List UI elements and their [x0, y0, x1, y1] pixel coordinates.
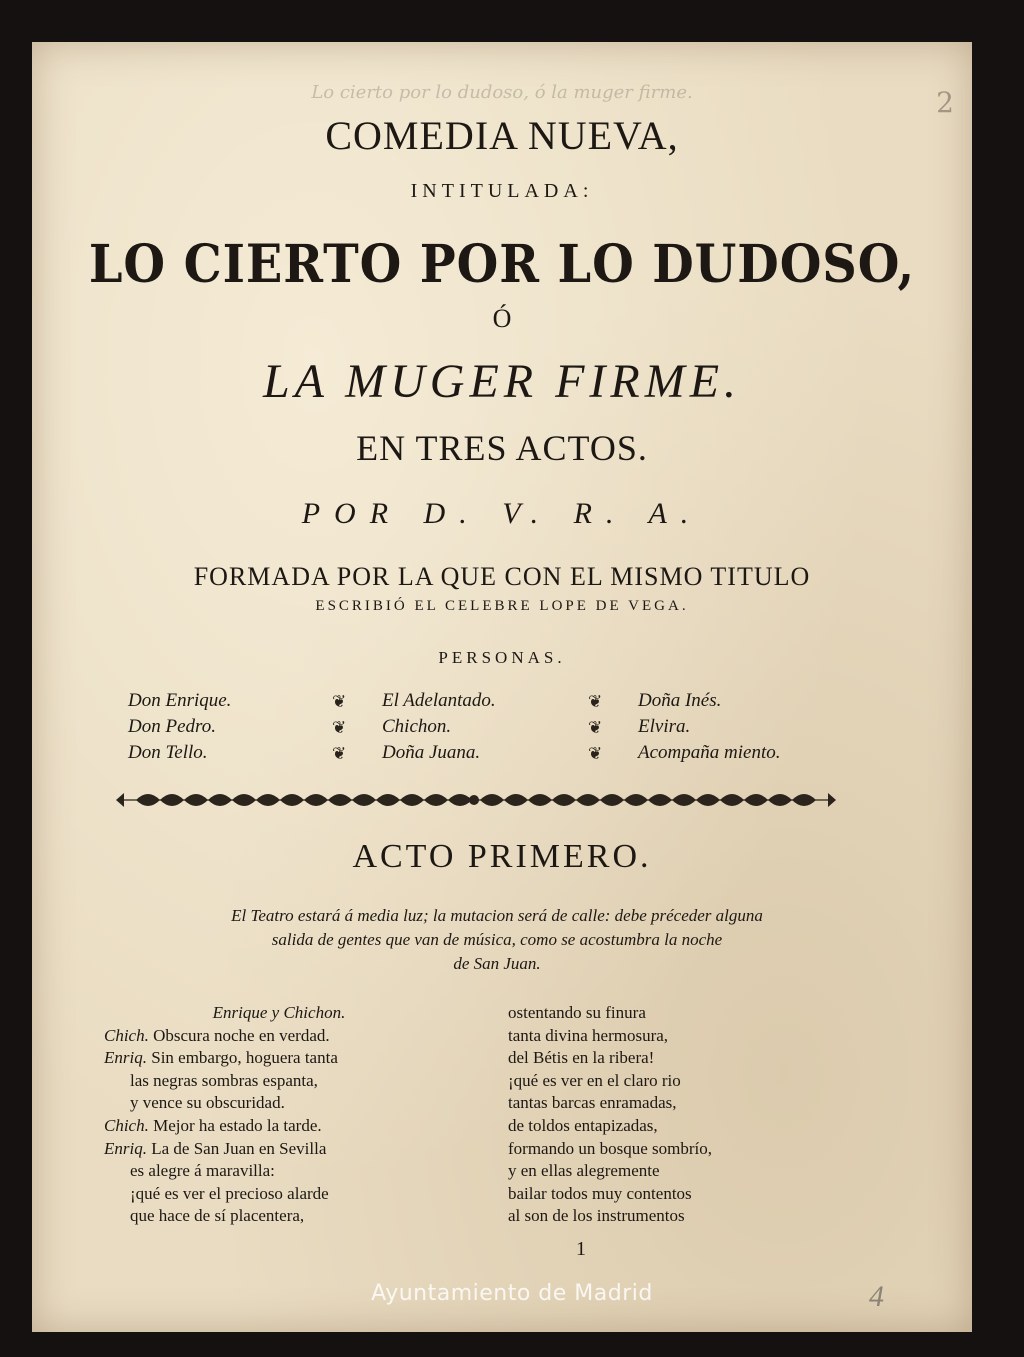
speaker-label: Chich.	[104, 1025, 149, 1045]
main-title: LO CIERTO POR LO DUDOSO,	[88, 234, 916, 295]
title-conjunction: Ó	[492, 304, 512, 333]
verse-line	[104, 1070, 454, 1093]
verse-line: ostentando su finura	[508, 1003, 646, 1022]
verse-line: del Bétis en la ribera!	[508, 1048, 655, 1068]
act-heading: ACTO PRIMERO.	[352, 838, 652, 875]
verse-line	[104, 1047, 454, 1070]
cast-name: El Adelantado.	[382, 690, 496, 711]
cast-row	[128, 742, 868, 768]
verse-text: y vence su obscuridad.	[130, 1093, 285, 1113]
verse-line	[104, 1092, 454, 1115]
cast-name: Don Enrique.	[128, 690, 232, 711]
speaker-label: Enriq.	[104, 1138, 147, 1158]
personas-heading: PERSONAS.	[438, 648, 566, 667]
fleuron-icon: ❦	[588, 718, 603, 737]
verse-text: Mejor ha estado la tarde.	[153, 1115, 322, 1135]
cast-name: Don Pedro.	[128, 716, 216, 737]
fleuron-icon: ❦	[332, 718, 347, 737]
cast-name: Acompaña miento.	[638, 742, 781, 763]
source-line-2: ESCRIBIÓ EL CELEBRE LOPE DE VEGA.	[315, 598, 689, 614]
verse-line	[104, 1205, 454, 1228]
verse-text: La de San Juan en Sevilla	[151, 1138, 327, 1158]
verse-line	[104, 1160, 454, 1183]
verse-line	[104, 1183, 454, 1206]
acts-line: EN TRES ACTOS.	[356, 428, 648, 468]
stage-direction-line: El Teatro estará á media luz; la mutacion será de calle: debe préceder alguna	[231, 906, 763, 925]
book-page	[32, 42, 972, 1332]
stage-direction	[112, 904, 882, 976]
fleuron-icon: ❦	[588, 744, 603, 763]
verse-text: Obscura noche en verdad.	[153, 1025, 330, 1045]
verse-column-right	[508, 1002, 858, 1228]
stage-direction-line: de San Juan.	[453, 954, 541, 973]
author-line: POR D. V. R. A.	[301, 497, 703, 530]
verse-text: ¡qué es ver el precioso alarde	[130, 1183, 329, 1203]
verse-text: es alegre á maravilla:	[130, 1161, 275, 1181]
cast-name: Chichon.	[382, 716, 452, 737]
verse-line: de toldos entapizadas,	[508, 1115, 658, 1135]
fleuron-icon: ❦	[332, 744, 347, 763]
cast-row	[128, 716, 868, 742]
verse-line	[104, 1025, 454, 1048]
cast-list	[128, 690, 868, 768]
cast-name: Don Tello.	[128, 742, 208, 763]
verse-line: tanta divina hermosura,	[508, 1025, 669, 1045]
alternate-title: LA MUGER FIRME.	[262, 355, 742, 408]
cast-name: Doña Juana.	[382, 742, 481, 763]
verse-line	[104, 1115, 454, 1138]
speaker-label: Enriq.	[104, 1048, 147, 1068]
verse-line: ¡qué es ver en el claro rio	[508, 1070, 681, 1090]
verse-line: al son de los instrumentos	[508, 1206, 685, 1226]
scene-characters: Enrique y Chichon.	[212, 1003, 346, 1022]
source-line-1: FORMADA POR LA QUE CON EL MISMO TITULO	[193, 562, 811, 591]
ornamental-border-icon	[116, 787, 836, 813]
verse-text: Sin embargo, hoguera tanta	[151, 1048, 338, 1068]
speaker-label: Chich.	[104, 1115, 149, 1135]
verse-line	[104, 1138, 454, 1161]
stage-direction-line: salida de gentes que van de música, como se acostumbra la noche	[271, 930, 723, 949]
folio-number: 1	[576, 1238, 586, 1260]
cast-row	[128, 690, 868, 716]
cast-name: Doña Inés.	[638, 690, 722, 711]
watermark: Ayuntamiento de Madrid	[371, 1281, 653, 1306]
running-head-bleedthrough: Lo cierto por lo dudoso, ó la muger firme.	[311, 82, 693, 103]
subheader-intitulada: INTITULADA:	[410, 180, 594, 202]
verse-text: las negras sombras espanta,	[130, 1070, 318, 1090]
fleuron-icon: ❦	[588, 692, 603, 711]
page-number-bleedthrough: 2	[936, 86, 954, 119]
verse-line: y en ellas alegremente	[508, 1161, 660, 1181]
verse-column-left	[104, 1002, 454, 1228]
fleuron-icon: ❦	[332, 692, 347, 711]
verse-line: tantas barcas enramadas,	[508, 1093, 677, 1113]
header-comedia-nueva: COMEDIA NUEVA,	[325, 113, 679, 158]
cast-name: Elvira.	[638, 716, 691, 737]
verse-line: formando un bosque sombrío,	[508, 1138, 712, 1158]
handwritten-page-number: 4	[869, 1280, 884, 1313]
verse-text: que hace de sí placentera,	[130, 1206, 305, 1226]
verse-line: bailar todos muy contentos	[508, 1183, 692, 1203]
